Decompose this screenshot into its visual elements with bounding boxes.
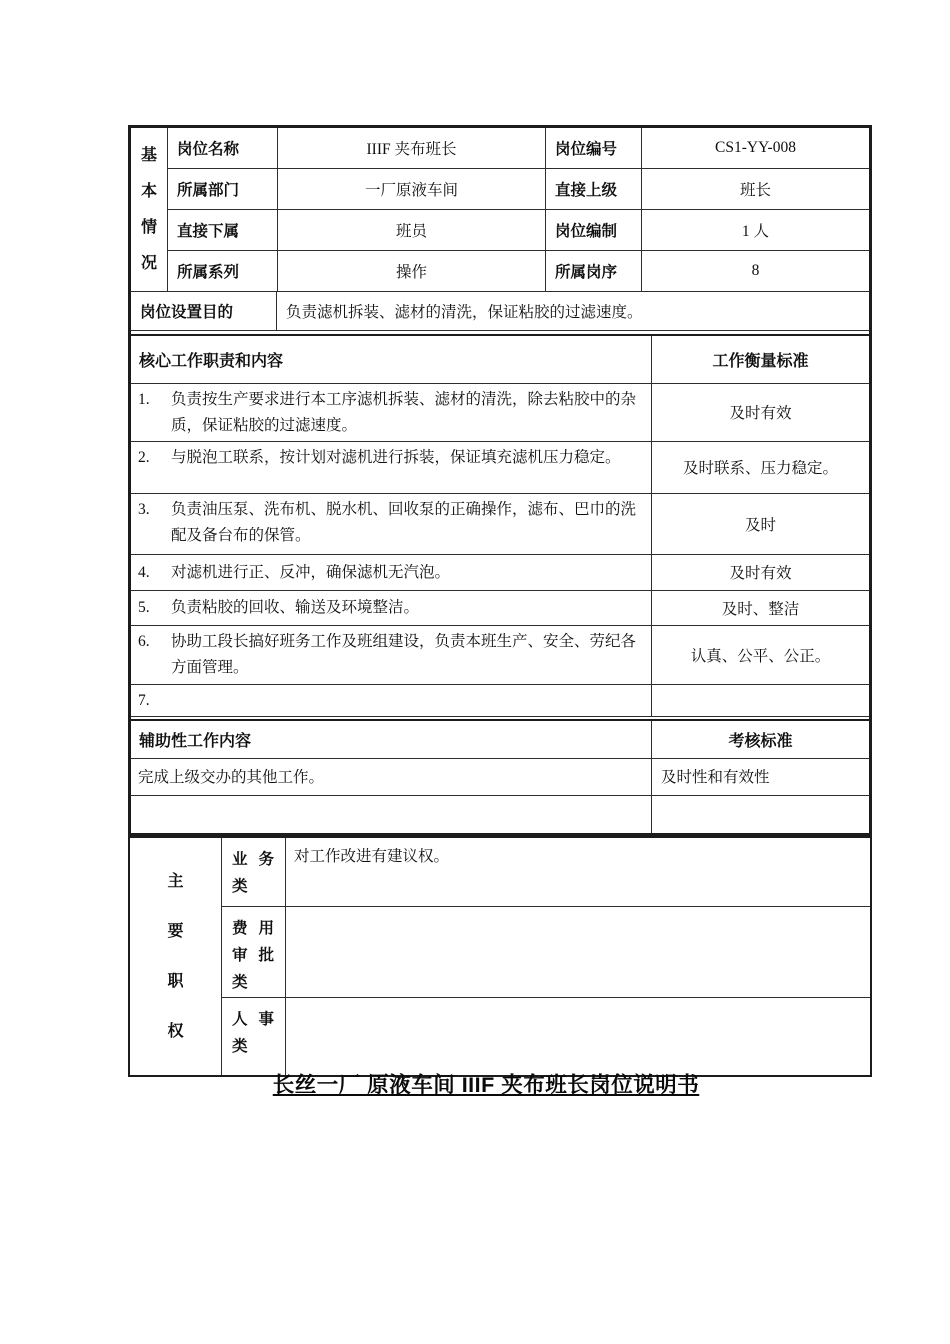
auxiliary-row <box>131 796 869 833</box>
duty-standard <box>652 685 869 717</box>
duty-content: 负责按生产要求进行本工序滤机拆装、滤材的清洗，除去粘胶中的杂质，保证粘胶的过滤速度。 <box>171 390 637 434</box>
duty-standard: 及时有效 <box>652 555 869 591</box>
field-value-position-code: CS1-YY-008 <box>642 128 869 169</box>
duty-number: 3. <box>138 500 150 518</box>
basic-info-section-label: 基本情况 <box>141 146 158 272</box>
field-value-department: 一厂原液车间 <box>278 169 546 210</box>
duty-content: 协助工段长搞好班务工作及班组建设，负责本班生产、安全、劳纪各方面管理。 <box>171 632 637 676</box>
job-description-table <box>128 125 872 836</box>
duty-content: 对滤机进行正、反冲，确保滤机无汽泡。 <box>171 563 451 581</box>
field-value-position-name: IIIF 夹布班长 <box>278 128 546 169</box>
auxiliary-standard: 及时性和有效性 <box>652 759 869 796</box>
duty-content: 负责油压泵、洗布机、脱水机、回收泵的正确操作，滤布、巴巾的洗配及备台布的保管。 <box>171 500 637 544</box>
field-label-position-code: 岗位编号 <box>546 128 642 169</box>
duty-number: 1. <box>138 390 150 408</box>
auxiliary-header-row <box>131 721 869 759</box>
field-label-department: 所属部门 <box>168 169 278 210</box>
duty-content: 负责粘胶的回收、输送及环境整洁。 <box>171 599 420 616</box>
duty-standard: 及时、整洁 <box>652 591 869 626</box>
core-duties-header-row <box>131 336 869 384</box>
authority-content-business: 对工作改进有建议权。 <box>286 838 870 907</box>
field-value-subordinates: 班员 <box>278 210 546 251</box>
basic-info-section-label-cell <box>131 128 168 292</box>
field-value-direct-superior: 班长 <box>642 169 869 210</box>
duty-standard: 认真、公平、公正。 <box>652 626 869 685</box>
authority-content-expense <box>286 907 870 998</box>
authority-content-personnel <box>286 998 870 1075</box>
auxiliary-section <box>131 719 869 833</box>
duty-row <box>131 685 869 717</box>
auxiliary-content <box>131 796 652 833</box>
authority-section-label-cell <box>130 838 222 1075</box>
field-label-rank-order: 所属岗序 <box>546 251 642 292</box>
duty-row <box>131 494 869 555</box>
duty-content: 与脱泡工联系，按计划对滤机进行拆装，保证填充滤机压力稳定。 <box>171 448 621 466</box>
auxiliary-standard <box>652 796 869 833</box>
duty-number: 7. <box>138 691 150 709</box>
authority-category-business: 业务类 <box>222 838 286 907</box>
duty-row <box>131 555 869 591</box>
work-standard-header: 工作衡量标准 <box>652 336 869 384</box>
duty-row <box>131 626 869 685</box>
auxiliary-header: 辅助性工作内容 <box>131 721 652 759</box>
authority-category-expense: 费用审批类 <box>222 907 286 998</box>
assessment-standard-header: 考核标准 <box>652 721 869 759</box>
field-label-position-name: 岗位名称 <box>168 128 278 169</box>
duty-standard: 及时联系、压力稳定。 <box>652 442 869 494</box>
duty-content <box>171 688 645 714</box>
field-value-headcount: 1 人 <box>642 210 869 251</box>
core-duties-header: 核心工作职责和内容 <box>131 336 652 384</box>
basic-info-section <box>131 128 869 292</box>
field-label-headcount: 岗位编制 <box>546 210 642 251</box>
duty-number: 4. <box>138 563 150 581</box>
authority-section-label: 主要职权 <box>167 872 184 1040</box>
field-value-series: 操作 <box>278 251 546 292</box>
duty-standard: 及时 <box>652 494 869 555</box>
purpose-label: 岗位设置目的 <box>131 292 277 331</box>
field-label-direct-superior: 直接上级 <box>546 169 642 210</box>
field-label-series: 所属系列 <box>168 251 278 292</box>
doc-footer-title: 长丝一厂 原液车间 IIIF 夹布班长岗位说明书 <box>272 1073 700 1097</box>
purpose-value: 负责滤机拆装、滤材的清洗，保证粘胶的过滤速度。 <box>277 292 869 331</box>
core-duties-section <box>131 334 869 717</box>
duty-row <box>131 384 869 442</box>
duty-row <box>131 591 869 626</box>
duty-number: 6. <box>138 632 150 650</box>
auxiliary-content: 完成上级交办的其他工作。 <box>131 759 652 796</box>
authority-category-personnel: 人事类 <box>222 998 286 1075</box>
purpose-row <box>131 292 869 331</box>
duty-row <box>131 442 869 494</box>
authority-table <box>128 836 872 1077</box>
duty-number: 2. <box>138 448 150 466</box>
auxiliary-row <box>131 759 869 796</box>
duty-standard: 及时有效 <box>652 384 869 442</box>
field-value-rank-order: 8 <box>642 251 869 292</box>
field-label-subordinates: 直接下属 <box>168 210 278 251</box>
duty-number: 5. <box>138 599 150 616</box>
